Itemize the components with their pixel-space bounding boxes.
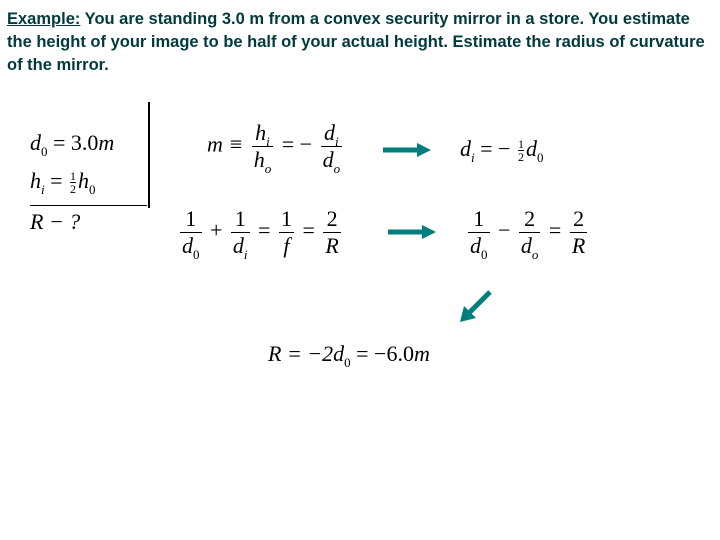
arrow-right-1 — [383, 140, 433, 160]
final-result: $R = -2d_0 = -6.0m$ — [268, 341, 430, 370]
substituted-equation: $\frac{1}{d_0}$ − $\frac{2}{d_o}$ = $\frac{2}{R}$ — [470, 206, 586, 262]
mirror-equation: $\frac{1}{d_0}$ + $\frac{1}{d_i}$ = $\frac{1}{f}$ = $\frac{2}{R}$ — [182, 206, 339, 262]
arrow-down-left — [456, 288, 494, 326]
arrow-right-2 — [388, 222, 438, 242]
given-R: R − ? — [30, 209, 81, 234]
problem-statement — [7, 8, 717, 77]
given-hi: $h_i$ = $\frac{1}{2}$ $h_0$ — [30, 168, 96, 197]
magnification-equation: m ≡ $\frac{h_i}{h_o}$ = − $\frac{d_i}{d_o}$ — [207, 120, 341, 176]
problem-text: You are standing 3.0 m from a convex security mirror in a store. You estimate the height of your image to be half of your actual height. Estimate the radius of curvature of the mirror. — [7, 10, 705, 74]
given-d0: $d_0 = 3.0m$ — [30, 130, 115, 159]
di-result-equation: $d_i$ = − $\frac{1}{2}$ $d_0$ — [460, 136, 544, 165]
given-divider-vertical — [148, 102, 150, 208]
given-divider-horizontal — [30, 205, 147, 206]
problem-lead: Example: — [7, 10, 81, 28]
